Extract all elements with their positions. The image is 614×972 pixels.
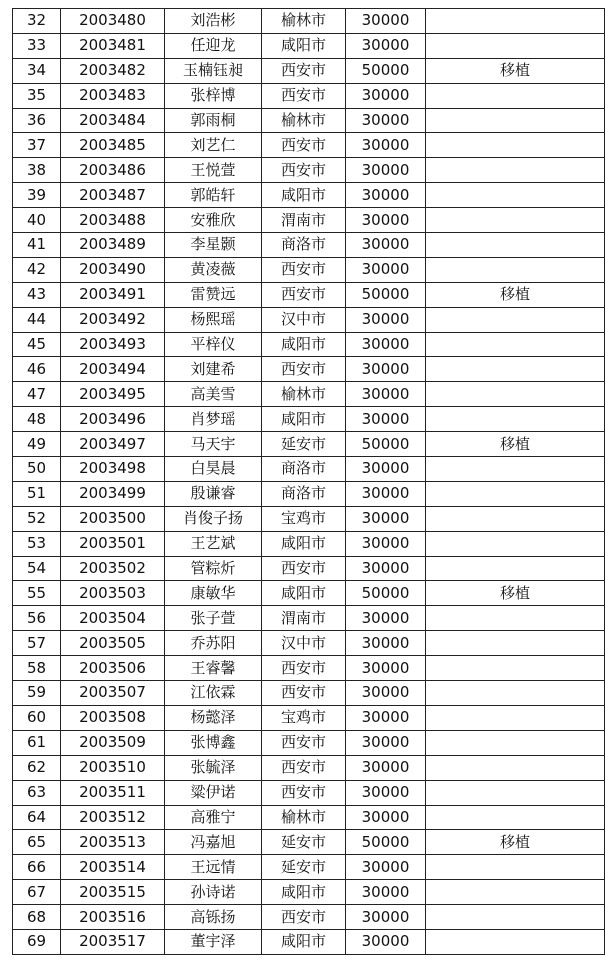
- amount-cell: 30000: [346, 133, 426, 158]
- table-row: [13, 83, 605, 108]
- city-cell: 延安市: [262, 432, 346, 457]
- name-cell: 王远情: [165, 855, 262, 880]
- city-cell: 渭南市: [262, 208, 346, 233]
- city-cell: 西安市: [262, 905, 346, 930]
- note-cell: [426, 780, 605, 805]
- id-cell: 2003501: [61, 531, 165, 556]
- name-cell: 张子萱: [165, 606, 262, 631]
- city-cell: 西安市: [262, 755, 346, 780]
- name-cell: 杨懿泽: [165, 705, 262, 730]
- id-cell: 2003492: [61, 307, 165, 332]
- note-cell: 移植: [426, 282, 605, 307]
- roster-sheet: [12, 8, 605, 955]
- name-cell: 肖俊子扬: [165, 506, 262, 531]
- row-number-cell: 56: [13, 606, 61, 631]
- note-cell: [426, 233, 605, 258]
- name-cell: 王艺斌: [165, 531, 262, 556]
- row-number-cell: 36: [13, 108, 61, 133]
- table-row: [13, 457, 605, 482]
- table-row: [13, 282, 605, 307]
- amount-cell: 30000: [346, 531, 426, 556]
- name-cell: 任迎龙: [165, 33, 262, 58]
- table-row: [13, 705, 605, 730]
- table-row: [13, 556, 605, 581]
- note-cell: [426, 83, 605, 108]
- row-number-cell: 47: [13, 382, 61, 407]
- name-cell: 张博鑫: [165, 730, 262, 755]
- row-number-cell: 57: [13, 631, 61, 656]
- note-cell: [426, 158, 605, 183]
- note-cell: [426, 681, 605, 706]
- id-cell: 2003509: [61, 730, 165, 755]
- row-number-cell: 32: [13, 9, 61, 34]
- table-row: [13, 929, 605, 954]
- name-cell: 王悦萱: [165, 158, 262, 183]
- city-cell: 西安市: [262, 681, 346, 706]
- note-cell: 移植: [426, 432, 605, 457]
- amount-cell: 30000: [346, 407, 426, 432]
- id-cell: 2003486: [61, 158, 165, 183]
- amount-cell: 30000: [346, 233, 426, 258]
- amount-cell: 30000: [346, 905, 426, 930]
- id-cell: 2003483: [61, 83, 165, 108]
- row-number-cell: 35: [13, 83, 61, 108]
- note-cell: [426, 631, 605, 656]
- table-row: [13, 755, 605, 780]
- table-row: [13, 531, 605, 556]
- row-number-cell: 43: [13, 282, 61, 307]
- table-row: [13, 606, 605, 631]
- name-cell: 管粽炘: [165, 556, 262, 581]
- table-row: [13, 108, 605, 133]
- table-row: [13, 432, 605, 457]
- row-number-cell: 38: [13, 158, 61, 183]
- id-cell: 2003502: [61, 556, 165, 581]
- city-cell: 西安市: [262, 656, 346, 681]
- table-row: [13, 133, 605, 158]
- row-number-cell: 50: [13, 457, 61, 482]
- note-cell: 移植: [426, 58, 605, 83]
- id-cell: 2003507: [61, 681, 165, 706]
- table-row: [13, 58, 605, 83]
- city-cell: 延安市: [262, 855, 346, 880]
- id-cell: 2003516: [61, 905, 165, 930]
- table-row: [13, 183, 605, 208]
- row-number-cell: 42: [13, 257, 61, 282]
- table-row: [13, 9, 605, 34]
- city-cell: 西安市: [262, 133, 346, 158]
- city-cell: 咸阳市: [262, 880, 346, 905]
- row-number-cell: 67: [13, 880, 61, 905]
- table-row: [13, 681, 605, 706]
- city-cell: 商洛市: [262, 481, 346, 506]
- row-number-cell: 55: [13, 581, 61, 606]
- row-number-cell: 58: [13, 656, 61, 681]
- table-row: [13, 581, 605, 606]
- name-cell: 江依霖: [165, 681, 262, 706]
- table-row: [13, 233, 605, 258]
- amount-cell: 30000: [346, 631, 426, 656]
- amount-cell: 30000: [346, 481, 426, 506]
- row-number-cell: 65: [13, 830, 61, 855]
- name-cell: 玉楠钰昶: [165, 58, 262, 83]
- table-row: [13, 158, 605, 183]
- row-number-cell: 33: [13, 33, 61, 58]
- id-cell: 2003488: [61, 208, 165, 233]
- table-row: [13, 481, 605, 506]
- table-row: [13, 407, 605, 432]
- name-cell: 刘建希: [165, 357, 262, 382]
- note-cell: [426, 481, 605, 506]
- amount-cell: 50000: [346, 58, 426, 83]
- amount-cell: 30000: [346, 33, 426, 58]
- note-cell: [426, 656, 605, 681]
- note-cell: [426, 805, 605, 830]
- table-row: [13, 506, 605, 531]
- name-cell: 殷谦睿: [165, 481, 262, 506]
- amount-cell: 30000: [346, 506, 426, 531]
- table-row: [13, 33, 605, 58]
- table-row: [13, 631, 605, 656]
- table-row: [13, 382, 605, 407]
- note-cell: [426, 606, 605, 631]
- id-cell: 2003485: [61, 133, 165, 158]
- name-cell: 乔苏阳: [165, 631, 262, 656]
- id-cell: 2003490: [61, 257, 165, 282]
- row-number-cell: 54: [13, 556, 61, 581]
- name-cell: 肖梦瑶: [165, 407, 262, 432]
- amount-cell: 30000: [346, 656, 426, 681]
- row-number-cell: 45: [13, 332, 61, 357]
- id-cell: 2003504: [61, 606, 165, 631]
- row-number-cell: 60: [13, 705, 61, 730]
- note-cell: [426, 457, 605, 482]
- amount-cell: 30000: [346, 705, 426, 730]
- note-cell: [426, 307, 605, 332]
- table-row: [13, 257, 605, 282]
- city-cell: 西安市: [262, 357, 346, 382]
- amount-cell: 30000: [346, 880, 426, 905]
- row-number-cell: 64: [13, 805, 61, 830]
- id-cell: 2003514: [61, 855, 165, 880]
- name-cell: 雷赞远: [165, 282, 262, 307]
- row-number-cell: 69: [13, 929, 61, 954]
- table-row: [13, 855, 605, 880]
- row-number-cell: 66: [13, 855, 61, 880]
- amount-cell: 50000: [346, 282, 426, 307]
- name-cell: 李星颢: [165, 233, 262, 258]
- row-number-cell: 40: [13, 208, 61, 233]
- amount-cell: 30000: [346, 805, 426, 830]
- id-cell: 2003484: [61, 108, 165, 133]
- table-row: [13, 357, 605, 382]
- city-cell: 商洛市: [262, 233, 346, 258]
- table-body: [13, 9, 605, 955]
- id-cell: 2003513: [61, 830, 165, 855]
- note-cell: [426, 9, 605, 34]
- row-number-cell: 48: [13, 407, 61, 432]
- amount-cell: 30000: [346, 307, 426, 332]
- id-cell: 2003491: [61, 282, 165, 307]
- note-cell: [426, 407, 605, 432]
- city-cell: 西安市: [262, 282, 346, 307]
- row-number-cell: 62: [13, 755, 61, 780]
- amount-cell: 30000: [346, 83, 426, 108]
- city-cell: 西安市: [262, 730, 346, 755]
- name-cell: 冯嘉旭: [165, 830, 262, 855]
- note-cell: [426, 905, 605, 930]
- name-cell: 刘艺仁: [165, 133, 262, 158]
- id-cell: 2003494: [61, 357, 165, 382]
- city-cell: 渭南市: [262, 606, 346, 631]
- note-cell: [426, 183, 605, 208]
- name-cell: 王睿馨: [165, 656, 262, 681]
- city-cell: 咸阳市: [262, 183, 346, 208]
- city-cell: 延安市: [262, 830, 346, 855]
- amount-cell: 30000: [346, 556, 426, 581]
- row-number-cell: 51: [13, 481, 61, 506]
- id-cell: 2003498: [61, 457, 165, 482]
- city-cell: 咸阳市: [262, 581, 346, 606]
- id-cell: 2003495: [61, 382, 165, 407]
- note-cell: [426, 357, 605, 382]
- name-cell: 高铄扬: [165, 905, 262, 930]
- row-number-cell: 46: [13, 357, 61, 382]
- name-cell: 董宇泽: [165, 929, 262, 954]
- note-cell: [426, 855, 605, 880]
- city-cell: 榆林市: [262, 108, 346, 133]
- id-cell: 2003496: [61, 407, 165, 432]
- row-number-cell: 59: [13, 681, 61, 706]
- id-cell: 2003480: [61, 9, 165, 34]
- note-cell: [426, 880, 605, 905]
- amount-cell: 30000: [346, 183, 426, 208]
- city-cell: 西安市: [262, 780, 346, 805]
- amount-cell: 30000: [346, 606, 426, 631]
- amount-cell: 30000: [346, 755, 426, 780]
- id-cell: 2003508: [61, 705, 165, 730]
- name-cell: 张梓博: [165, 83, 262, 108]
- table-row: [13, 805, 605, 830]
- amount-cell: 50000: [346, 830, 426, 855]
- row-number-cell: 53: [13, 531, 61, 556]
- name-cell: 郭皓轩: [165, 183, 262, 208]
- name-cell: 高雅宁: [165, 805, 262, 830]
- note-cell: [426, 108, 605, 133]
- note-cell: [426, 332, 605, 357]
- amount-cell: 30000: [346, 780, 426, 805]
- name-cell: 粱伊诺: [165, 780, 262, 805]
- amount-cell: 30000: [346, 158, 426, 183]
- note-cell: 移植: [426, 581, 605, 606]
- amount-cell: 30000: [346, 332, 426, 357]
- amount-cell: 30000: [346, 855, 426, 880]
- table-row: [13, 307, 605, 332]
- table-row: [13, 880, 605, 905]
- city-cell: 西安市: [262, 556, 346, 581]
- table-row: [13, 905, 605, 930]
- city-cell: 商洛市: [262, 457, 346, 482]
- id-cell: 2003482: [61, 58, 165, 83]
- name-cell: 黄凌薇: [165, 257, 262, 282]
- name-cell: 高美雪: [165, 382, 262, 407]
- id-cell: 2003510: [61, 755, 165, 780]
- name-cell: 白昊晨: [165, 457, 262, 482]
- name-cell: 平梓仪: [165, 332, 262, 357]
- note-cell: [426, 33, 605, 58]
- amount-cell: 30000: [346, 357, 426, 382]
- row-number-cell: 52: [13, 506, 61, 531]
- data-table: [12, 8, 605, 955]
- city-cell: 榆林市: [262, 9, 346, 34]
- name-cell: 杨熙瑶: [165, 307, 262, 332]
- city-cell: 榆林市: [262, 382, 346, 407]
- name-cell: 马天宇: [165, 432, 262, 457]
- id-cell: 2003499: [61, 481, 165, 506]
- id-cell: 2003506: [61, 656, 165, 681]
- row-number-cell: 44: [13, 307, 61, 332]
- city-cell: 咸阳市: [262, 531, 346, 556]
- amount-cell: 30000: [346, 208, 426, 233]
- id-cell: 2003512: [61, 805, 165, 830]
- city-cell: 咸阳市: [262, 33, 346, 58]
- city-cell: 西安市: [262, 83, 346, 108]
- note-cell: [426, 531, 605, 556]
- name-cell: 康敏华: [165, 581, 262, 606]
- city-cell: 西安市: [262, 257, 346, 282]
- city-cell: 西安市: [262, 58, 346, 83]
- table-row: [13, 656, 605, 681]
- id-cell: 2003500: [61, 506, 165, 531]
- row-number-cell: 61: [13, 730, 61, 755]
- amount-cell: 30000: [346, 9, 426, 34]
- row-number-cell: 39: [13, 183, 61, 208]
- amount-cell: 50000: [346, 581, 426, 606]
- id-cell: 2003481: [61, 33, 165, 58]
- note-cell: [426, 705, 605, 730]
- row-number-cell: 68: [13, 905, 61, 930]
- note-cell: [426, 556, 605, 581]
- city-cell: 宝鸡市: [262, 506, 346, 531]
- note-cell: [426, 257, 605, 282]
- table-row: [13, 332, 605, 357]
- table-row: [13, 208, 605, 233]
- city-cell: 咸阳市: [262, 407, 346, 432]
- row-number-cell: 41: [13, 233, 61, 258]
- row-number-cell: 34: [13, 58, 61, 83]
- row-number-cell: 37: [13, 133, 61, 158]
- amount-cell: 30000: [346, 457, 426, 482]
- amount-cell: 30000: [346, 730, 426, 755]
- amount-cell: 50000: [346, 432, 426, 457]
- note-cell: [426, 208, 605, 233]
- id-cell: 2003489: [61, 233, 165, 258]
- city-cell: 汉中市: [262, 307, 346, 332]
- city-cell: 榆林市: [262, 805, 346, 830]
- name-cell: 安雅欣: [165, 208, 262, 233]
- name-cell: 刘浩彬: [165, 9, 262, 34]
- note-cell: 移植: [426, 830, 605, 855]
- id-cell: 2003517: [61, 929, 165, 954]
- id-cell: 2003505: [61, 631, 165, 656]
- city-cell: 汉中市: [262, 631, 346, 656]
- name-cell: 张毓泽: [165, 755, 262, 780]
- note-cell: [426, 755, 605, 780]
- amount-cell: 30000: [346, 108, 426, 133]
- note-cell: [426, 382, 605, 407]
- table-row: [13, 730, 605, 755]
- row-number-cell: 49: [13, 432, 61, 457]
- id-cell: 2003497: [61, 432, 165, 457]
- note-cell: [426, 133, 605, 158]
- city-cell: 咸阳市: [262, 332, 346, 357]
- note-cell: [426, 506, 605, 531]
- note-cell: [426, 730, 605, 755]
- name-cell: 孙诗诺: [165, 880, 262, 905]
- table-row: [13, 830, 605, 855]
- city-cell: 西安市: [262, 158, 346, 183]
- amount-cell: 30000: [346, 681, 426, 706]
- id-cell: 2003503: [61, 581, 165, 606]
- name-cell: 郭雨桐: [165, 108, 262, 133]
- row-number-cell: 63: [13, 780, 61, 805]
- note-cell: [426, 929, 605, 954]
- id-cell: 2003487: [61, 183, 165, 208]
- amount-cell: 30000: [346, 929, 426, 954]
- id-cell: 2003493: [61, 332, 165, 357]
- amount-cell: 30000: [346, 257, 426, 282]
- amount-cell: 30000: [346, 382, 426, 407]
- id-cell: 2003511: [61, 780, 165, 805]
- city-cell: 宝鸡市: [262, 705, 346, 730]
- city-cell: 咸阳市: [262, 929, 346, 954]
- id-cell: 2003515: [61, 880, 165, 905]
- table-row: [13, 780, 605, 805]
